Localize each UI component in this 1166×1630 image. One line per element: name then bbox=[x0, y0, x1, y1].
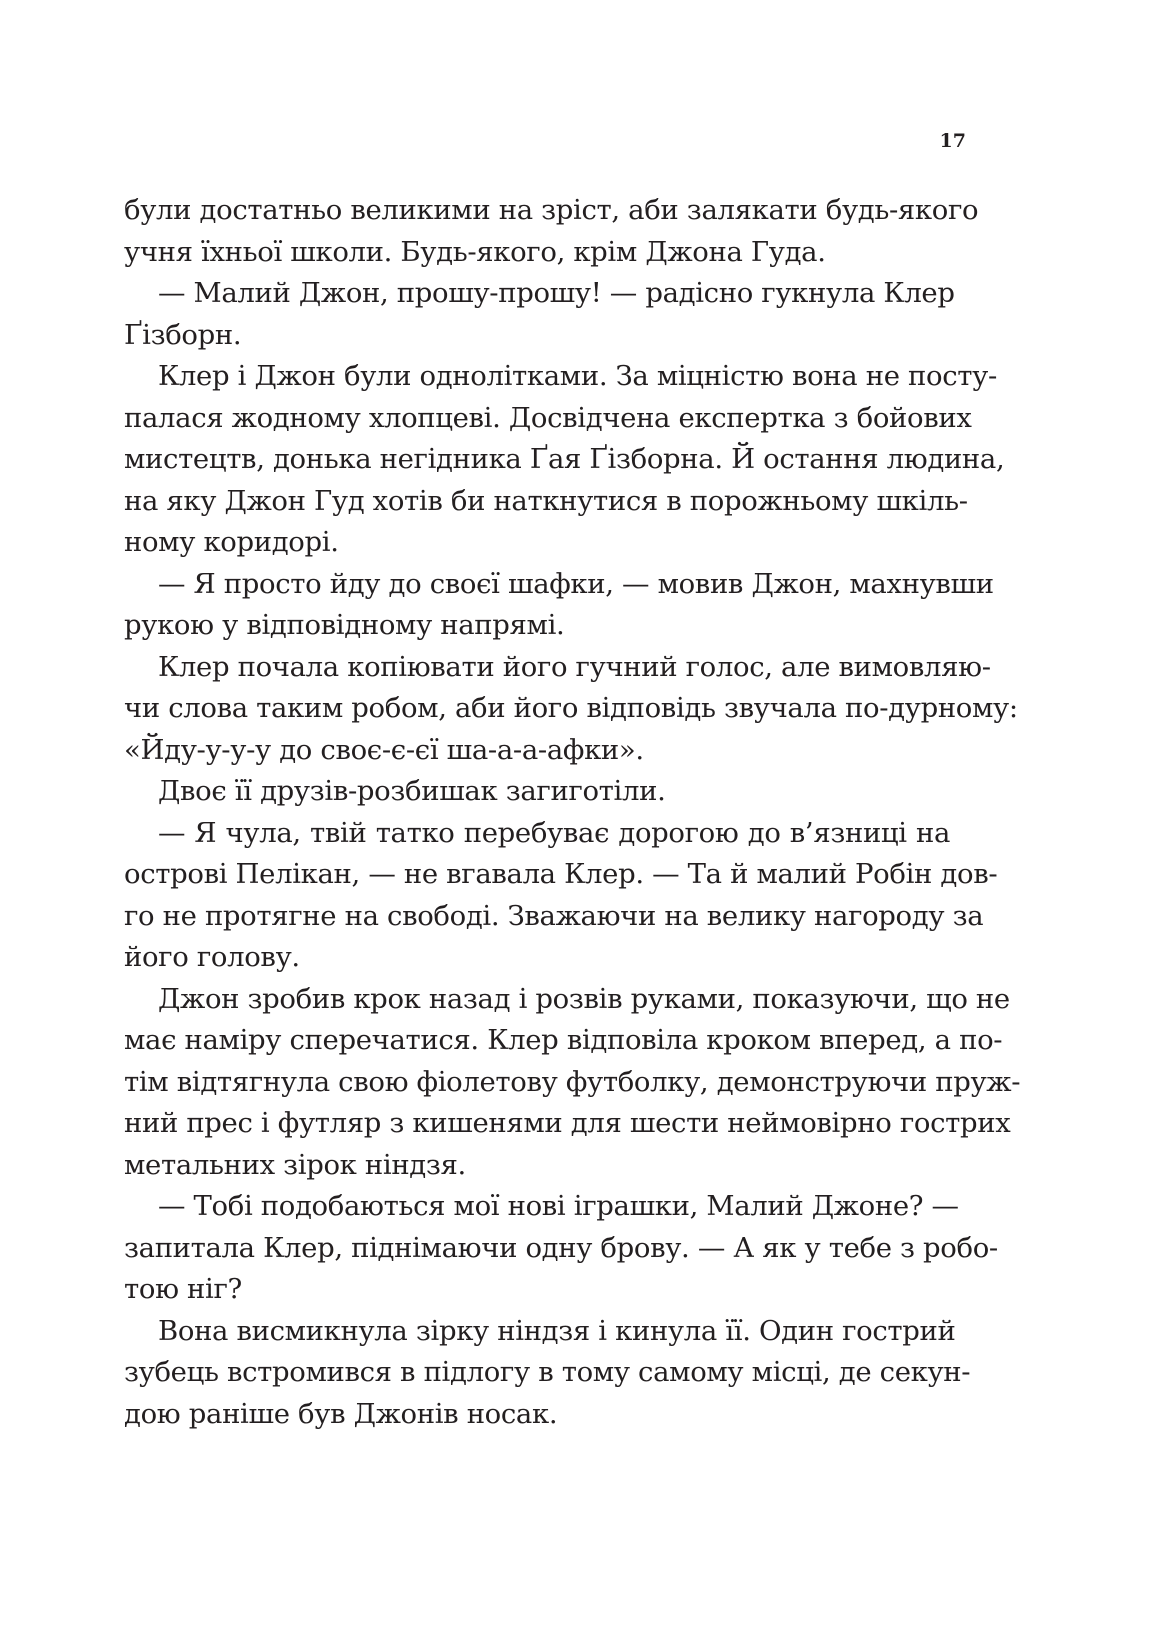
paragraph bbox=[124, 190, 979, 273]
text-line: — Малий Джон, прошу-прошу! — радісно гукнула Клер bbox=[158, 277, 955, 309]
text-line: запитала Клер, піднімаючи одну брову. — А як у тебе з робо- bbox=[124, 1231, 998, 1264]
paragraph bbox=[124, 647, 1018, 772]
text-line: рукою у відповідному напрямі. bbox=[124, 609, 565, 641]
page-number: 17 bbox=[939, 130, 966, 152]
paragraph bbox=[124, 771, 950, 813]
text-line: ний прес і футляр з кишенями для шести неймовірно гострих bbox=[124, 1107, 1011, 1139]
text-line: ному коридорі. bbox=[124, 526, 339, 558]
text-line: Ґізборн. bbox=[124, 318, 242, 351]
text-line: го не протягне на свободі. Зважаючи на велику нагороду за bbox=[124, 899, 984, 932]
text-line: чи слова таким робом, аби його відповідь звучала по-дурному: bbox=[124, 692, 1018, 724]
text-line: тім відтягнула свою фіолетову футболку, демонструючи пруж- bbox=[124, 1065, 1021, 1098]
text-line: його голову. bbox=[124, 941, 300, 973]
paragraph bbox=[124, 979, 1021, 1187]
text-line: «Йду-у-у-у до своє-є-єї ша-а-а-афки». bbox=[124, 733, 644, 766]
text-line: має наміру сперечатися. Клер відповіла кроком вперед, а по- bbox=[124, 1024, 1003, 1056]
text-line: острові Пелікан, — не вгавала Клер. — Та й малий Робін дов- bbox=[124, 858, 998, 890]
text-line: учня їхньої школи. Будь-якого, крім Джона Гуда. bbox=[124, 235, 826, 268]
paragraph bbox=[124, 273, 955, 356]
paragraph bbox=[124, 1311, 971, 1436]
text-line: метальних зірок ніндзя. bbox=[124, 1148, 466, 1181]
text-line: Двоє її друзів-розбишак загиготіли. bbox=[158, 775, 666, 807]
text-line: на яку Джон Гуд хотів би наткнутися в порожньому шкіль- bbox=[124, 484, 968, 517]
text-line: палася жодному хлопцеві. Досвідчена експертка з бойових bbox=[124, 401, 972, 434]
text-line: Клер і Джон були однолітками. За міцністю вона не посту- bbox=[158, 360, 997, 392]
paragraph bbox=[124, 813, 998, 979]
text-line: зубець встромився в підлогу в тому самому місці, де секун- bbox=[124, 1356, 971, 1388]
text-line: — Тобі подобаються мої нові іграшки, Малий Джоне? — bbox=[158, 1190, 959, 1222]
paragraph bbox=[124, 564, 994, 647]
text-line: були достатньо великими на зріст, аби залякати будь-якого bbox=[124, 194, 979, 226]
text-line: — Я чула, твій татко перебуває дорогою до в’язниці на bbox=[158, 816, 950, 849]
text-line: дою раніше був Джонів носак. bbox=[124, 1397, 558, 1430]
paragraph bbox=[124, 1186, 998, 1311]
text-line: Джон зробив крок назад і розвів руками, показуючи, що не bbox=[158, 982, 1010, 1015]
text-line: Вона висмикнула зірку ніндзя і кинула її. Один гострий bbox=[158, 1314, 956, 1347]
text-line: — Я просто йду до своєї шафки, — мовив Джон, махнувши bbox=[158, 567, 994, 600]
text-line: мистецтв, донька негідника Ґая Ґізборна. Й остання людина, bbox=[124, 443, 1005, 475]
text-line: тою ніг? bbox=[124, 1273, 242, 1305]
text-line: Клер почала копіювати його гучний голос, але вимовляю- bbox=[158, 650, 991, 683]
body-text bbox=[124, 190, 1021, 1435]
paragraph bbox=[124, 356, 1005, 564]
